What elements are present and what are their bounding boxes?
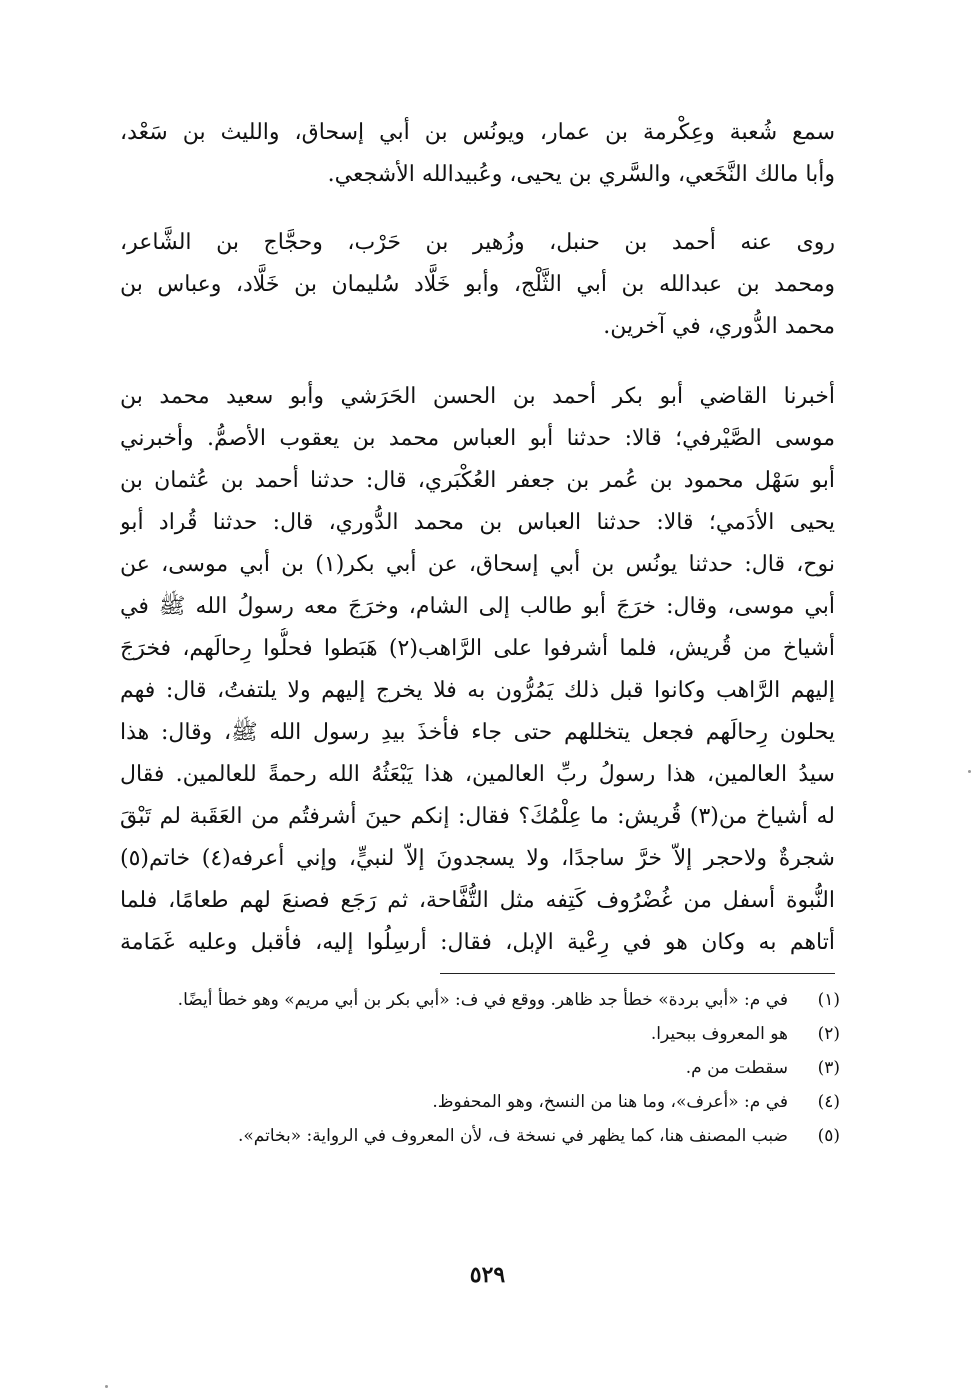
- footnote-text: ضبب المصنف هنا، كما يظهر في نسخة ف، لأن المعروف في الرواية: «بخاتم».: [238, 1126, 788, 1146]
- footnote-number: (٣): [817, 1058, 840, 1078]
- footnote-text: سقطت من م.: [685, 1058, 788, 1078]
- paragraph-1: [120, 112, 835, 196]
- text-line: سيدُ العالمين، هذا رسولُ ربِّ العالمين، هذا يَبْعَثُهُ الله رحمةً للعالمين. فقال: [120, 762, 835, 787]
- footnote-2: [130, 1019, 840, 1053]
- footnote-1: [130, 985, 840, 1019]
- footnote-number: (٤): [817, 1092, 840, 1112]
- footnotes: [130, 985, 840, 1155]
- paragraph-2: [120, 222, 835, 348]
- paragraph-3: [120, 376, 835, 964]
- text-line: أشياخ من قُريش، فلما أشرفوا على الرَّاهب(٢) هَبَطوا فحلُّوا رِحالَهم، فخرَجَ: [120, 636, 835, 661]
- footnote-number: (٥): [817, 1126, 840, 1146]
- footnote-number: (١): [817, 990, 840, 1010]
- text-line: شجرةٌ ولاحجر إلاّ خرَّ ساجدًا، ولا يسجدونَ إلاّ لنبيٍّ، وإني أعرفه(٤) خاتم(٥): [120, 846, 835, 871]
- text-line: النُّبوة أسفل من غُضْرُوف كَتِفه مثل التُّفَّاحة، ثم رَجَع فصنعَ لهم طعامًا، فلما: [120, 888, 835, 913]
- text-line: محمد الدُّوري، في آخرين.: [603, 314, 835, 339]
- footnote-5: [130, 1121, 840, 1155]
- footnote-4: [130, 1087, 840, 1121]
- text-line: إليهم الرَّاهب وكانوا قبل ذلك يَمُرُّون به فلا يخرج إليهم ولا يلتفتُ، قال: فهم: [120, 678, 835, 703]
- footnote-text: في م: «أبي بردة» خطأ جد ظاهر. ووقع في ف: «أبي بكر بن أبي مريم» وهو خطأ أيضًا.: [177, 990, 788, 1010]
- text-line: نوح، قال: حدثنا يونُس بن أبي إسحاق، عن أبي بكر(١) بن أبي موسى، عن: [120, 552, 835, 577]
- text-line: يحلون رِحالَهم فجعل يتخللهم حتى جاء فأخذَ بيدِ رسول الله ﷺ، وقال: هذا: [120, 720, 835, 745]
- text-line: روى عنه أحمد بن حنبل، وزُهير بن حَرْب، وحجَّاج بن الشَّاعر،: [120, 230, 835, 255]
- text-line: أبو سَهْل محمود بن عُمر بن جعفر العُكْبَري، قال: حدثنا أحمد بن عُثمان بن: [120, 468, 835, 493]
- footnote-divider: [440, 973, 835, 974]
- text-line: أخبرنا القاضي أبو بكر أحمد بن الحسن الحَرَشي وأبو سعيد محمد بن: [120, 384, 835, 409]
- footnote-text: هو المعروف ببحيرا.: [650, 1024, 788, 1044]
- scan-speck: [968, 770, 971, 773]
- footnote-number: (٢): [817, 1024, 840, 1044]
- text-line: أبي موسى، وقال: خرَجَ أبو طالب إلى الشام، وخرَجَ معه رسولُ الله ﷺ في: [120, 594, 835, 619]
- text-line: ومحمد بن عبدالله بن أبي الثَّلْج، وأبو خَلَّاد سُليمان بن خَلَّاد، وعباس بن: [120, 272, 835, 297]
- text-line: له أشياخ من(٣) قُريش: ما عِلْمُكَ؟ فقال: إنكم حينَ أشرفتُم من العَقَبة لم تَبْقَ: [120, 804, 835, 829]
- text-line: أتاهم به وكان هو في رِعْية الإبل، فقال: أرسِلُوا إليه، فأقبل وعليه غَمَامة: [120, 930, 835, 955]
- text-line: سمع شُعبة وعِكْرمة بن عمار، ويونُس بن أبي إسحاق، والليث بن سَعْد،: [120, 120, 835, 145]
- footnote-text: في م: «أعرف»، وما هنا من النسخ، وهو المحفوظ.: [432, 1092, 788, 1112]
- page-number: ٥٢٩: [469, 1262, 506, 1288]
- footnote-3: [130, 1053, 840, 1087]
- text-line: وأبا مالك النَّخَعي، والسَّري بن يحيى، وعُبيدالله الأشجعي.: [327, 162, 835, 187]
- text-line: يحيى الأدَمي؛ قالا: حدثنا العباس بن محمد الدُّوري، قال: حدثنا قُراد أبو: [120, 510, 835, 535]
- text-line: موسى الصَّيْرفي؛ قالا: حدثنا أبو العباس محمد بن يعقوب الأصمُّ. وأخبرني: [120, 426, 835, 451]
- scan-speck: [105, 1385, 108, 1388]
